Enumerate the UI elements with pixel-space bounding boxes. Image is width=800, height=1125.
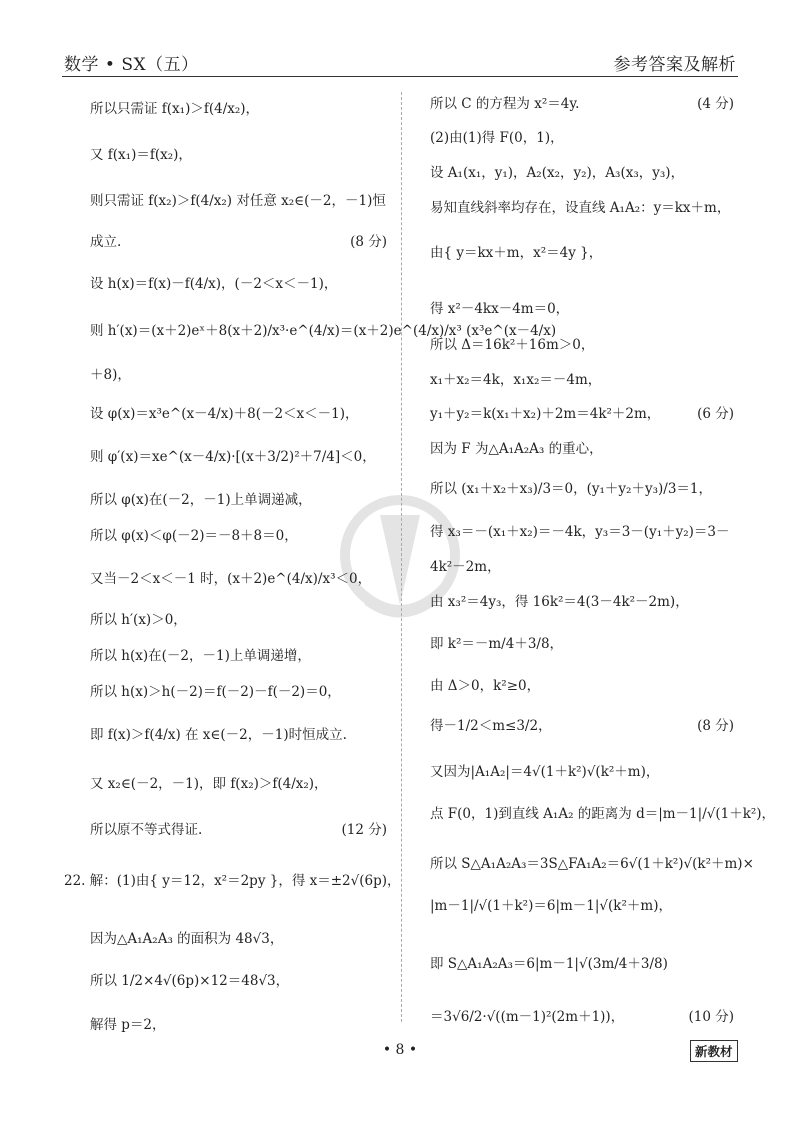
right-line: 又因为|A₁A₂|＝4√(1＋k²)√(k²＋m)， <box>430 764 660 780</box>
right-line: 由{ y＝kx＋m，x²＝4y }， <box>430 245 603 261</box>
left-line: 成立. <box>90 234 122 250</box>
left-line: 所以 h′(x)＞0， <box>90 612 187 628</box>
right-line: 所以 C 的方程为 x²＝4y. <box>430 96 580 112</box>
right-line: y₁＋y₂＝k(x₁＋x₂)＋2m＝4k²＋2m， <box>430 406 661 422</box>
right-line: ＝3√6/2·√((m－1)²(2m＋1))， <box>430 1009 625 1025</box>
score-label: (12 分) <box>341 822 387 838</box>
left-line: 则 φ′(x)＝xe^(x－4/x)·[(x＋3/2)²＋7/4]＜0， <box>90 449 376 465</box>
right-line: 所以 S△A₁A₂A₃＝3S△FA₁A₂＝6√(1＋k²)√(k²＋m)× <box>430 856 754 872</box>
left-line: 设 h(x)＝f(x)－f(4/x)，(－2＜x＜－1)， <box>90 276 338 292</box>
left-line: 所以 φ(x)＜φ(－2)＝－8＋8＝0， <box>90 528 298 544</box>
right-line: 点 F(0，1)到直线 A₁A₂ 的距离为 d＝|m－1|/√(1＋k²)， <box>430 806 776 822</box>
right-line: 得 x²－4kx－4m＝0， <box>430 301 570 317</box>
right-line: 即 k²＝－m/4＋3/8， <box>430 636 564 652</box>
left-line: 所以 h(x)在(－2，－1)上单调递增， <box>90 648 311 664</box>
left-line: 又 f(x₁)＝f(x₂)， <box>90 147 192 163</box>
right-line: 因为 F 为△A₁A₂A₃ 的重心， <box>430 441 603 457</box>
right-line: |m－1|/√(1＋k²)＝6|m－1|√(k²＋m)， <box>430 898 672 914</box>
left-line: 所以 1/2×4√(6p)×12＝48√3， <box>90 973 290 989</box>
left-line: 又 x₂∈(－2，－1)，即 f(x₂)＞f(4/x₂)， <box>90 776 328 792</box>
right-line: 由 x₃²＝4y₃，得 16k²＝4(3－4k²－2m)， <box>430 594 689 610</box>
right-line: (2)由(1)得 F(0，1)， <box>430 130 564 146</box>
right-line: 即 S△A₁A₂A₃＝6|m－1|√(3m/4＋3/8) <box>430 956 668 972</box>
right-line: 4k²－2m， <box>430 559 501 575</box>
right-line: 由 Δ＞0，k²≥0， <box>430 678 541 694</box>
left-line: 22. 解：(1)由{ y＝12，x²＝2py }，得 x＝±2√(6p)， <box>64 873 401 889</box>
left-line: 设 φ(x)＝x³e^(x－4/x)＋8(－2＜x＜－1)， <box>90 406 359 422</box>
right-line: 易知直线斜率均存在，设直线 A₁A₂：y＝kx＋m， <box>430 200 731 216</box>
header-title: 参考答案及解析 <box>613 55 736 75</box>
right-line: 所以 (x₁＋x₂＋x₃)/3＝0，(y₁＋y₂＋y₃)/3＝1， <box>430 481 713 497</box>
score-label: (8 分) <box>697 718 734 734</box>
score-label: (10 分) <box>688 1009 734 1025</box>
score-label: (8 分) <box>350 234 387 250</box>
left-line: 所以原不等式得证. <box>90 822 203 838</box>
left-line: 即 f(x)＞f(4/x) 在 x∈(－2，－1)时恒成立. <box>90 727 347 743</box>
left-line: 解得 p＝2， <box>90 1017 166 1033</box>
right-line: 所以 Δ＝16k²＋16m＞0， <box>430 337 595 353</box>
right-line: 得－1/2＜m≤3/2， <box>430 718 552 734</box>
left-line: 所以 φ(x)在(－2，－1)上单调递减， <box>90 492 312 508</box>
header-subject: 数学 • SX（五） <box>64 55 199 75</box>
left-line: 则只需证 f(x₂)＞f(4/x₂) 对任意 x₂∈(－2，－1)恒 <box>90 193 386 209</box>
page-number: • 8 • <box>382 1042 418 1058</box>
right-line: 得 x₃＝－(x₁＋x₂)＝－4k，y₃＝3－(y₁＋y₂)＝3－ <box>430 524 730 540</box>
left-line: 又当－2＜x＜－1 时，(x＋2)e^(4/x)/x³＜0， <box>90 571 372 587</box>
column-divider <box>401 92 402 1022</box>
score-label: (4 分) <box>697 96 734 112</box>
score-label: (6 分) <box>697 406 734 422</box>
left-line: 所以 h(x)＞h(－2)＝f(－2)－f(－2)＝0， <box>90 684 341 700</box>
left-line: 则 h′(x)＝(x＋2)eˣ＋8(x＋2)/x³·e^(4/x)＝(x＋2)e^(4/x)/x³ (x³e^(x－4/x) <box>90 323 557 339</box>
left-line: ＋8)， <box>90 367 131 383</box>
right-line: 设 A₁(x₁，y₁)，A₂(x₂，y₂)，A₃(x₃，y₃)， <box>430 165 685 181</box>
left-line: 因为△A₁A₂A₃ 的面积为 48√3， <box>90 931 284 947</box>
right-line: x₁＋x₂＝4k，x₁x₂＝－4m， <box>430 372 602 388</box>
page-header <box>62 46 738 77</box>
edition-badge: 新教材 <box>690 1040 738 1062</box>
left-line: 所以只需证 f(x₁)＞f(4/x₂)， <box>90 101 260 117</box>
